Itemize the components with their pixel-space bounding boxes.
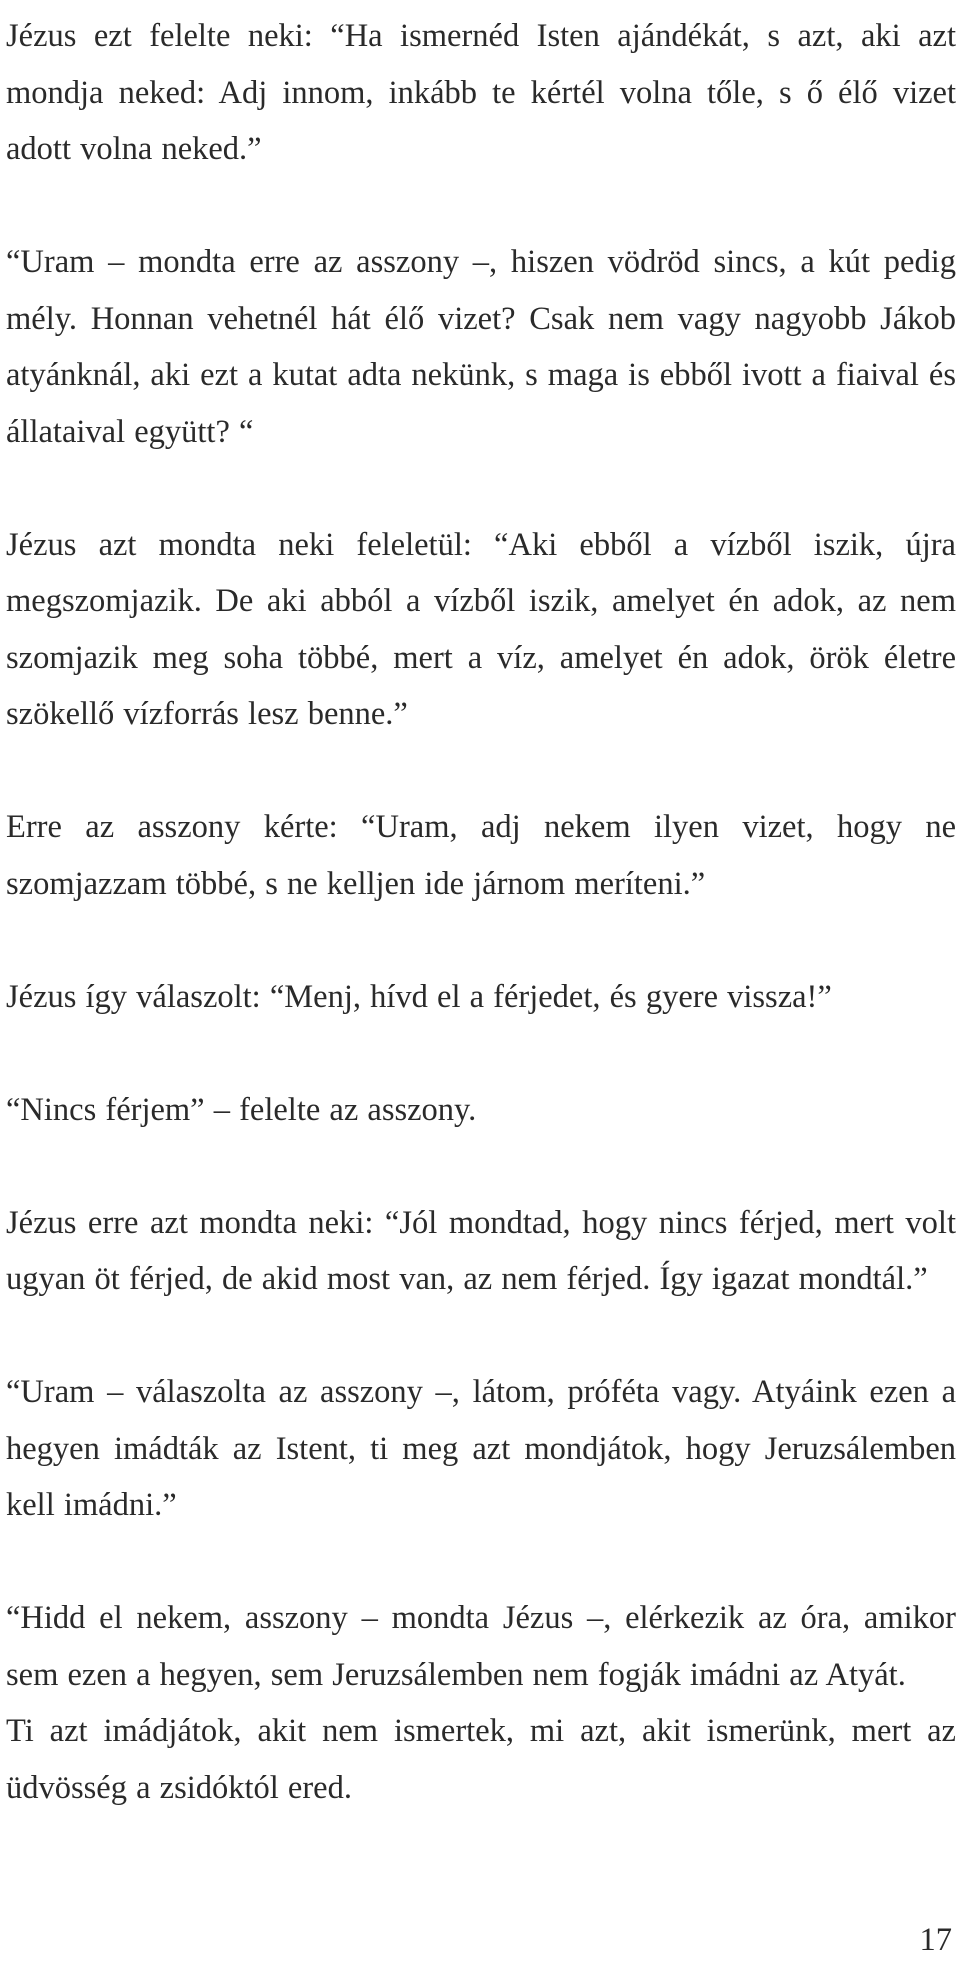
paragraph: “Uram – válaszolta az asszony –, látom, próféta vagy. Atyáink ezen a hegyen imádták az Istent, ti meg azt mondjátok, hogy Jeruzsálemben kell imádni.” (6, 1374, 956, 1523)
paragraph-gap (6, 1025, 956, 1082)
paragraph: Jézus erre azt mondta neki: “Jól mondtad, hogy nincs férjed, mert volt ugyan öt férjed, de akid most van, az nem férjed. Így igazat mondtál.” (6, 1204, 956, 1297)
paragraph-gap (6, 178, 956, 235)
paragraph: Jézus azt mondta neki feleletül: “Aki ebből a vízből iszik, újra megszomjazik. De aki abból a vízből iszik, amelyet én adok, az nem szomjazik meg soha többé, mert a víz, amelyet én adok, örök életre szökellő vízforrás lesz benne.” (6, 526, 956, 732)
paragraph: Jézus így válaszolt: “Menj, hívd el a férjedet, és gyere vissza!” (6, 978, 832, 1015)
paragraph: “Uram – mondta erre az asszony –, hiszen vödröd sincs, a kút pedig mély. Honnan vehetnél hát élő vizet? Csak nem vagy nagyobb Jákob atyánknál, aki ezt a kutat adta nekünk, s maga is ebből ivott a fiaival és állataival együtt? “ (6, 244, 956, 450)
paragraph: Jézus ezt felelte neki: “Ha ismernéd Isten ajándékát, s azt, aki azt mondja neked: Adj innom, inkább te kértél volna tőle, s ő élő vizet adott volna neked.” (6, 18, 956, 167)
page-body (6, 8, 956, 1816)
paragraph: Erre az asszony kérte: “Uram, adj nekem ilyen vizet, hogy ne szomjazzam többé, s ne kelljen ide járnom meríteni.” (6, 809, 956, 902)
paragraph-gap (6, 743, 956, 800)
paragraph-gap (6, 1138, 956, 1195)
paragraph-gap (6, 1534, 956, 1591)
paragraph-gap (6, 460, 956, 517)
paragraph-gap (6, 912, 956, 969)
paragraph: Ti azt imádjátok, akit nem ismertek, mi azt, akit ismerünk, mert az üdvösség a zsidóktól ered. (6, 1713, 956, 1806)
page-number: 17 (919, 1922, 952, 1958)
paragraph: “Nincs férjem” – felelte az asszony. (6, 1091, 477, 1128)
paragraph-gap (6, 1308, 956, 1365)
paragraph: “Hidd el nekem, asszony – mondta Jézus –, elérkezik az óra, amikor sem ezen a hegyen, sem Jeruzsálemben nem fogják imádni az Atyát. (6, 1600, 956, 1693)
